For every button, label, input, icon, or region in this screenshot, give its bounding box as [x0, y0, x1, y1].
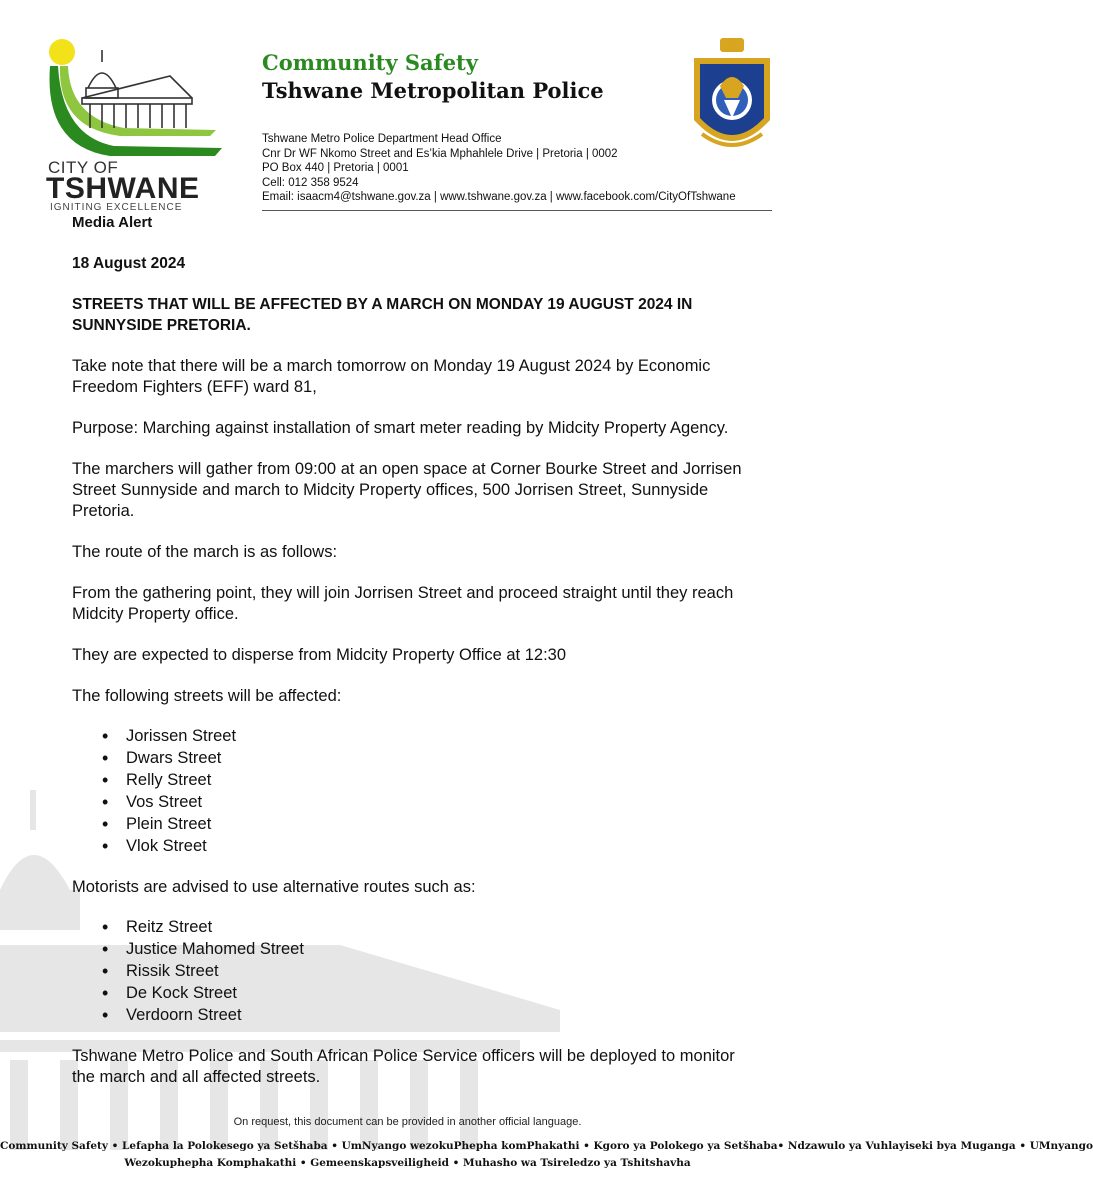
multilingual-footer — [0, 1138, 1093, 1172]
document-body — [72, 212, 762, 1088]
contact-email-web: Email: isaacm4@tshwane.gov.za | www.tshwane.gov.za | www.facebook.com/CityOfTshwane — [262, 191, 736, 203]
department-title: Community Safety — [262, 50, 478, 75]
affected-streets-list — [72, 725, 762, 857]
alternative-street-item: • Rissik Street — [126, 960, 762, 982]
document-date: 18 August 2024 — [72, 255, 186, 272]
alternative-streets-list — [72, 916, 762, 1026]
city-name: TSHWANE — [46, 172, 200, 205]
city-of-text: CITY OF — [48, 158, 119, 177]
affected-street-item: • Relly Street — [126, 769, 762, 791]
affected-street-item: • Vlok Street — [126, 835, 762, 857]
metro-police-badge — [690, 38, 774, 164]
footer-languages-line-2: Wezokuphepha Komphakathi • Gemeenskapsveiligheid • Muhasho wa Tsireledzo ya Tshitshavha — [124, 1157, 691, 1169]
deployment-paragraph: Tshwane Metro Police and South African Police Service officers will be deployed to monitor the march and all affected streets. — [72, 1047, 735, 1086]
document-headline: STREETS THAT WILL BE AFFECTED BY A MARCH ON MONDAY 19 AUGUST 2024 IN SUNNYSIDE PRETORIA. — [72, 296, 693, 334]
header-divider — [262, 210, 772, 211]
contact-office: Tshwane Metro Police Department Head Office — [262, 133, 502, 145]
disperse-paragraph: They are expected to disperse from Midcity Property Office at 12:30 — [72, 646, 567, 664]
affected-street-item: • Plein Street — [126, 813, 762, 835]
media-alert-label: Media Alert — [72, 214, 153, 231]
route-paragraph: From the gathering point, they will join Jorrisen Street and proceed straight until they reach Midcity Property office. — [72, 584, 734, 623]
purpose-paragraph: Purpose: Marching against installation of smart meter reading by Midcity Property Agency. — [72, 419, 729, 437]
affected-street-item: • Dwars Street — [126, 747, 762, 769]
alternative-street-item: • De Kock Street — [126, 982, 762, 1004]
affected-street-item: • Jorissen Street — [126, 725, 762, 747]
alternative-street-item: • Verdoorn Street — [126, 1004, 762, 1026]
contact-po-box: PO Box 440 | Pretoria | 0001 — [262, 162, 409, 174]
alternative-street-item: • Reitz Street — [126, 916, 762, 938]
contact-address: Cnr Dr WF Nkomo Street and Es’kia Mphahlele Drive | Pretoria | 0002 — [262, 147, 618, 160]
contact-block — [262, 132, 736, 205]
affected-street-item: • Vos Street — [126, 791, 762, 813]
department-subtitle: Tshwane Metropolitan Police — [262, 78, 604, 103]
notice-paragraph: Take note that there will be a march tomorrow on Monday 19 August 2024 by Economic Freedom Fighters (EFF) ward 81, — [72, 357, 711, 396]
city-tagline: IGNITING EXCELLENCE — [50, 202, 183, 213]
language-request-note: On request, this document can be provided in another official language. — [233, 1116, 582, 1128]
gathering-paragraph: The marchers will gather from 09:00 at an open space at Corner Bourke Street and Jorrisen Street Sunnyside and march to Midcity Property offices, 500 Jorrisen Street, Sunnyside Pretoria. — [72, 460, 742, 520]
footer-languages-line-1: Community Safety • Lefapha la Polokesego ya Setšhaba • UmNyango wezokuPhepha komPhakathi • Kgoro ya Polokego ya Setšhaba• Ndzawulo ya Vuhlayiseki bya Muganga • UMnyango — [0, 1140, 1093, 1152]
contact-cell: Cell: 012 358 9524 — [262, 176, 359, 189]
affected-intro: The following streets will be affected: — [72, 687, 342, 705]
alternative-intro: Motorists are advised to use alternative routes such as: — [72, 878, 476, 896]
alternative-street-item: • Justice Mahomed Street — [126, 938, 762, 960]
route-intro: The route of the march is as follows: — [72, 543, 338, 561]
city-of-tshwane-logo — [40, 36, 230, 216]
